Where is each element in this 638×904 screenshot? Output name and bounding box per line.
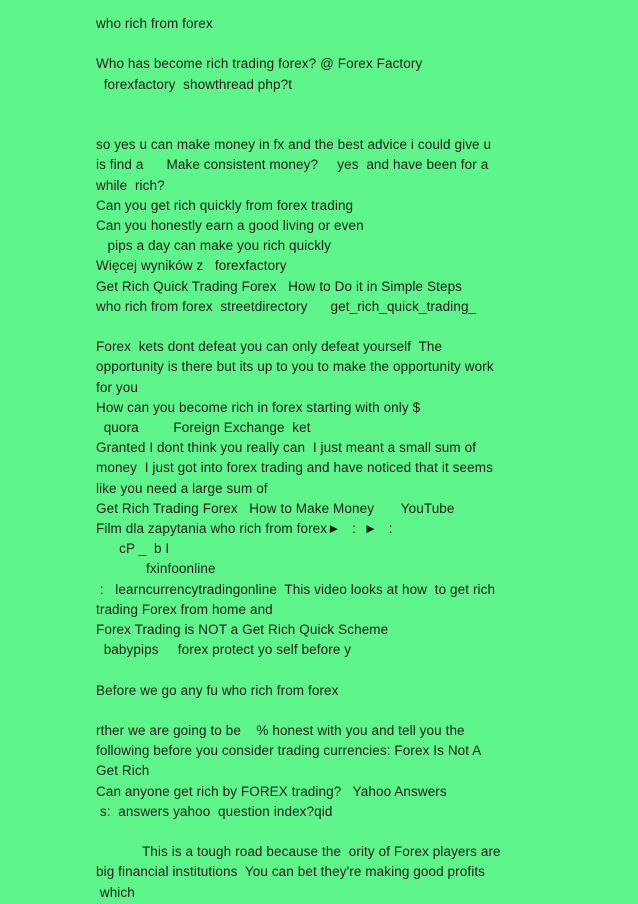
blank-line	[96, 822, 536, 842]
text-line: s: answers yahoo question index?qid	[96, 803, 333, 819]
text-line: cP _ b I	[96, 541, 170, 557]
document-body	[96, 14, 536, 903]
blank-line	[96, 660, 536, 680]
text-line: Forex kets dont defeat you can only defeat yourself The	[96, 339, 443, 355]
text-line: Film dla zapytania who rich from forex► : ► :	[96, 521, 393, 537]
text-line: forexfactory showthread php?t	[96, 76, 293, 92]
text-line: Before we go any fu who rich from forex	[96, 682, 339, 698]
text-line: Forex Trading is NOT a Get Rich Quick Scheme	[96, 622, 389, 638]
text-line: trading Forex from home and	[96, 601, 273, 617]
text-line: Get Rich Quick Trading Forex How to Do it in Simple Steps	[96, 278, 463, 294]
blank-line	[96, 34, 536, 54]
blank-line	[96, 115, 536, 135]
text-line: Get Rich Trading Forex How to Make Money YouTube	[96, 500, 455, 516]
text-line: pips a day can make you rich quickly	[96, 238, 332, 254]
text-line: following before you consider trading currencies: Forex Is Not A	[96, 743, 482, 759]
text-line: babypips forex protect yo self before y	[96, 642, 352, 658]
text-line: quora Foreign Exchange ket	[96, 420, 311, 435]
text-line: rther we are going to be % honest with you and tell you the	[96, 723, 465, 739]
blank-line	[96, 701, 536, 721]
text-line: big financial institutions You can bet they're making good profits	[96, 864, 486, 880]
text-line: while rich?	[96, 177, 165, 193]
text-line: Get Rich	[96, 763, 150, 779]
text-line: who rich from forex streetdirectory get_rich_quick_trading_	[96, 298, 477, 314]
text-line: : learncurrencytradingonline This video looks at how to get rich	[96, 581, 496, 597]
text-line: is find a Make consistent money? yes and have been for a	[96, 157, 489, 173]
text-line: fxinfoonline	[96, 561, 216, 577]
text-line: Can you honestly earn a good living or even	[96, 217, 364, 233]
text-line: This is a tough road because the ority of Forex players are	[96, 844, 501, 860]
blank-line	[96, 95, 536, 115]
text-line: for you	[96, 379, 138, 395]
text-line: Granted I dont think you really can I just meant a small sum of	[96, 440, 477, 456]
text-line: who rich from forex	[96, 16, 213, 31]
text-line: How can you become rich in forex starting with only $	[96, 399, 421, 415]
text-line: which	[96, 884, 135, 900]
text-line: Can anyone get rich by FOREX trading? Yahoo Answers	[96, 783, 447, 799]
text-line: like you need a large sum of	[96, 480, 268, 496]
text-line: Więcej wyników z forexfactory	[96, 258, 287, 274]
blank-line	[96, 317, 536, 337]
text-line: so yes u can make money in fx and the best advice i could give u	[96, 137, 492, 153]
text-line: Who has become rich trading forex? @ Forex Factory	[96, 56, 423, 72]
text-line: money I just got into forex trading and have noticed that it seems	[96, 460, 493, 476]
text-line: opportunity is there but its up to you to make the opportunity work	[96, 359, 494, 375]
text-line: Can you get rich quickly from forex trading	[96, 197, 354, 213]
